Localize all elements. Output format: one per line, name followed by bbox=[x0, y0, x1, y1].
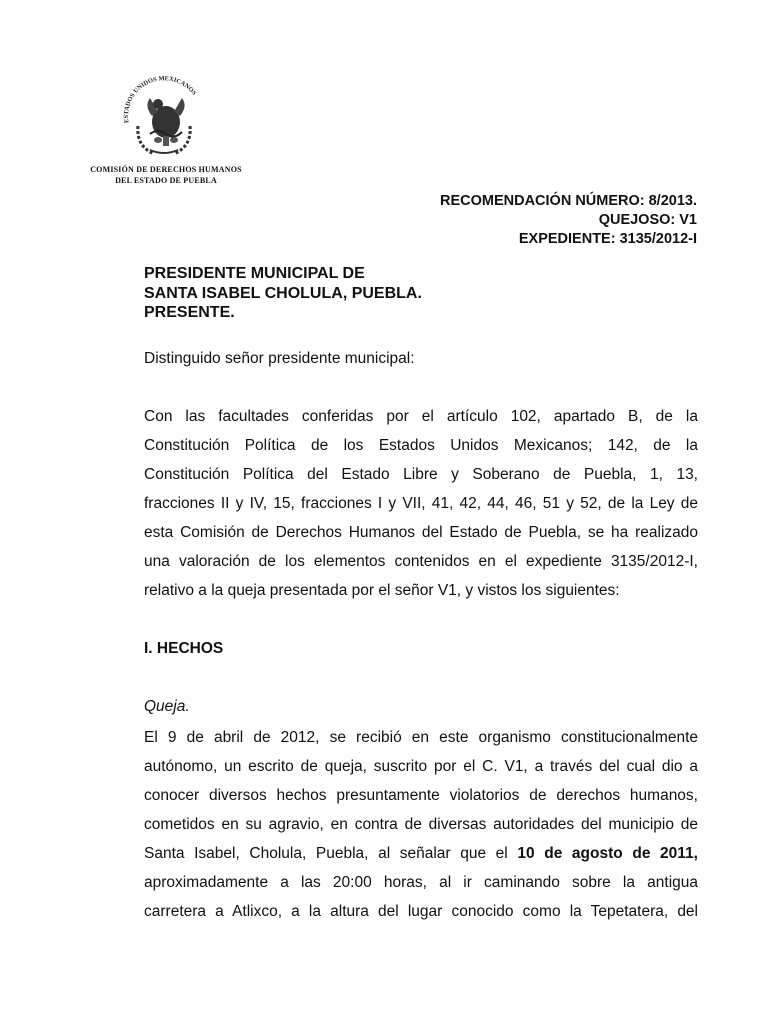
paragraph-line: relativo a la queja presentada por el señor V1, y vistos los siguientes: bbox=[144, 582, 620, 599]
paragraph-line bbox=[144, 839, 698, 868]
intro-paragraph bbox=[144, 402, 698, 605]
paragraph-line: carretera a Atlixco, a la altura del lugar conocido como la Tepetatera, del bbox=[144, 903, 698, 920]
org-name-line1: COMISIÓN DE DERECHOS HUMANOS bbox=[90, 165, 242, 174]
paragraph-line: autónomo, un escrito de queja, suscrito por el C. V1, a través del cual dio a bbox=[144, 758, 698, 775]
facts-paragraph bbox=[144, 723, 698, 926]
seal-ring-text: ESTADOS UNIDOS MEXICANOS bbox=[122, 76, 198, 124]
paragraph-line: esta Comisión de Derechos Humanos del Estado de Puebla, se ha realizado bbox=[144, 524, 698, 541]
addressee-line: SANTA ISABEL CHOLULA, PUEBLA. bbox=[144, 284, 422, 302]
addressee-block bbox=[144, 264, 422, 323]
addressee-line: PRESIDENTE MUNICIPAL DE bbox=[144, 265, 365, 282]
paragraph-text: Santa Isabel, Cholula, Puebla, al señalar que el bbox=[144, 845, 508, 862]
national-seal-icon bbox=[114, 76, 214, 162]
paragraph-line: El 9 de abril de 2012, se recibió en este organismo constitucionalmente bbox=[144, 729, 698, 746]
greeting: Distinguido señor presidente municipal: bbox=[144, 350, 415, 367]
paragraph-line: cometidos en su agravio, en contra de diversas autoridades del municipio de bbox=[144, 816, 698, 833]
section-title: I. HECHOS bbox=[144, 640, 224, 657]
paragraph-line: una valoración de los elementos contenidos en el expediente 3135/2012-I, bbox=[144, 553, 698, 570]
recommendation-number: RECOMENDACIÓN NÚMERO: 8/2013. bbox=[439, 193, 697, 209]
paragraph-line: aproximadamente a las 20:00 horas, al ir caminando sobre la antigua bbox=[144, 874, 698, 891]
paragraph-line: Con las facultades conferidas por el artículo 102, apartado B, de la bbox=[144, 408, 698, 425]
paragraph-line: Constitución Política del Estado Libre y Soberano de Puebla, 1, 13, bbox=[144, 466, 698, 483]
reference-block bbox=[440, 192, 697, 249]
paragraph-line: fracciones II y IV, 15, fracciones I y VII, 41, 42, 44, 46, 51 y 52, de la Ley de bbox=[144, 495, 698, 512]
highlighted-date: 10 de agosto de 2011, bbox=[517, 845, 698, 862]
paragraph-line: Constitución Política de los Estados Unidos Mexicanos; 142, de la bbox=[144, 437, 698, 454]
addressee-line: PRESENTE. bbox=[144, 304, 235, 321]
paragraph-line: conocer diversos hechos presuntamente violatorios de derechos humanos, bbox=[144, 787, 698, 804]
complainant: QUEJOSO: V1 bbox=[598, 212, 697, 228]
subheading: Queja. bbox=[144, 698, 190, 715]
file-number: EXPEDIENTE: 3135/2012-I bbox=[518, 231, 697, 247]
commission-logo bbox=[82, 74, 250, 189]
org-name-line2: DEL ESTADO DE PUEBLA bbox=[115, 176, 217, 185]
